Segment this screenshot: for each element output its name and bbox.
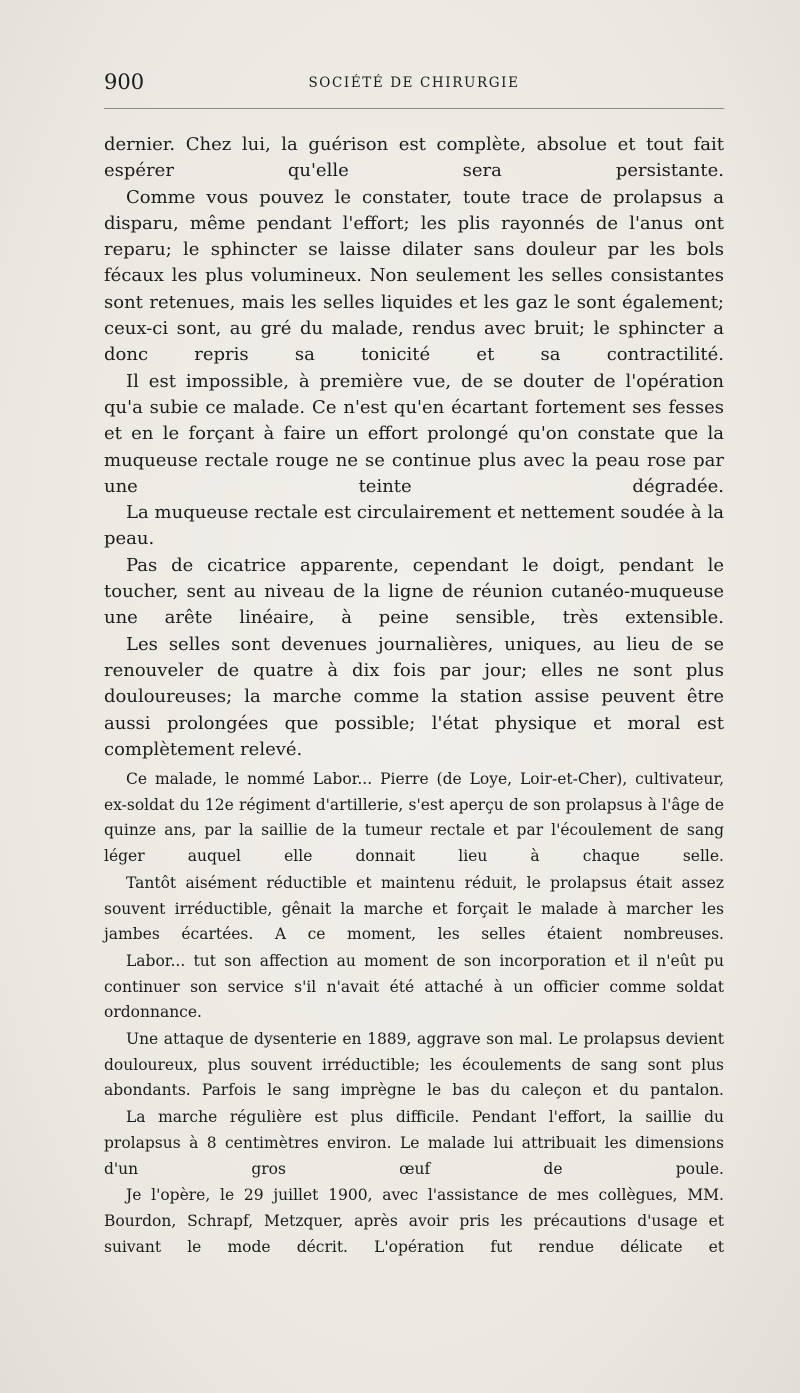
- page-number: 900: [104, 70, 145, 94]
- paragraph: Comme vous pouvez le constater, toute trace de prolapsus a disparu, même pendant l'effort; les plis rayonnés de l'anus ont reparu; le sphincter se laisse dilater sans douleur par les bols fécaux les plus volumineux. Non seulement les selles consistantes sont retenues, mais les selles liquides et les gaz le sont également; ceux-ci sont, au gré du malade, rendus avec bruit; le sphincter a donc repris sa tonicité et sa contractilité.: [104, 186, 724, 366]
- paragraph: Il est impossible, à première vue, de se douter de l'opération qu'a subie ce malade. Ce n'est qu'en écartant fortement ses fesses et en le forçant à faire un effort prolongé qu'on constate que la muqueuse rectale rouge ne se continue plus avec la peau rose par une teinte dégradée.: [104, 370, 724, 497]
- paragraph: dernier. Chez lui, la guérison est complète, absolue et tout fait espérer qu'elle sera persistante.: [104, 134, 724, 182]
- page-header: [104, 70, 724, 100]
- observation-paragraph: Une attaque de dysenterie en 1889, aggrave son mal. Le prolapsus devient douloureux, plus souvent irréductible; les écoulements de sang sont plus abondants. Parfois le sang imprègne le bas du caleçon et du pantalon.: [104, 1030, 724, 1100]
- paragraph: Les selles sont devenues journalières, uniques, au lieu de se renouveler de quatre à dix fois par jour; elles ne sont plus douloureuses; la marche comme la station assise peuvent être aussi prolongées que possible; l'état physique et moral est complètement relevé.: [104, 633, 724, 760]
- observation-paragraph: Tantôt aisément réductible et maintenu réduit, le prolapsus était assez souvent irréductible, gênait la marche et forçait le malade à marcher les jambes écartées. A ce moment, les selles étaient nombreuses.: [104, 873, 724, 944]
- observation-paragraph: Je l'opère, le 29 juillet 1900, avec l'assistance de mes collègues, MM. Bourdon, Schrapf, Metzquer, après avoir pris les précautions d'usage et suivant le mode décrit. L'opération fut rendue délicate et: [104, 1186, 724, 1256]
- main-text: [104, 132, 724, 763]
- observation-paragraph: Ce malade, le nommé Labor... Pierre (de Loye, Loir-et-Cher), cultivateur, ex-soldat du 12e régiment d'artillerie, s'est aperçu de son prolapsus à l'âge de quinze ans, par la saillie de la tumeur rectale et par l'écoulement de sang léger auquel elle donnait lieu à chaque selle.: [104, 770, 724, 866]
- observation-paragraph: Labor... tut son affection au moment de son incorporation et il n'eût pu continuer son service s'il n'avait été attaché à un officier comme soldat ordonnance.: [104, 951, 724, 1022]
- paragraph: Pas de cicatrice apparente, cependant le doigt, pendant le toucher, sent au niveau de la ligne de réunion cutanéo-muqueuse une arête linéaire, à peine sensible, très extensible.: [104, 554, 724, 629]
- observation-text: [104, 767, 724, 1261]
- running-title: SOCIÉTÉ DE CHIRURGIE: [308, 75, 520, 91]
- observation-paragraph: La marche régulière est plus difficile. Pendant l'effort, la saillie du prolapsus à 8 centimètres environ. Le malade lui attribuait les dimensions d'un gros œuf de poule.: [104, 1108, 724, 1178]
- header-rule: [104, 108, 724, 109]
- paragraph: La muqueuse rectale est circulairement et nettement soudée à la peau.: [104, 502, 724, 550]
